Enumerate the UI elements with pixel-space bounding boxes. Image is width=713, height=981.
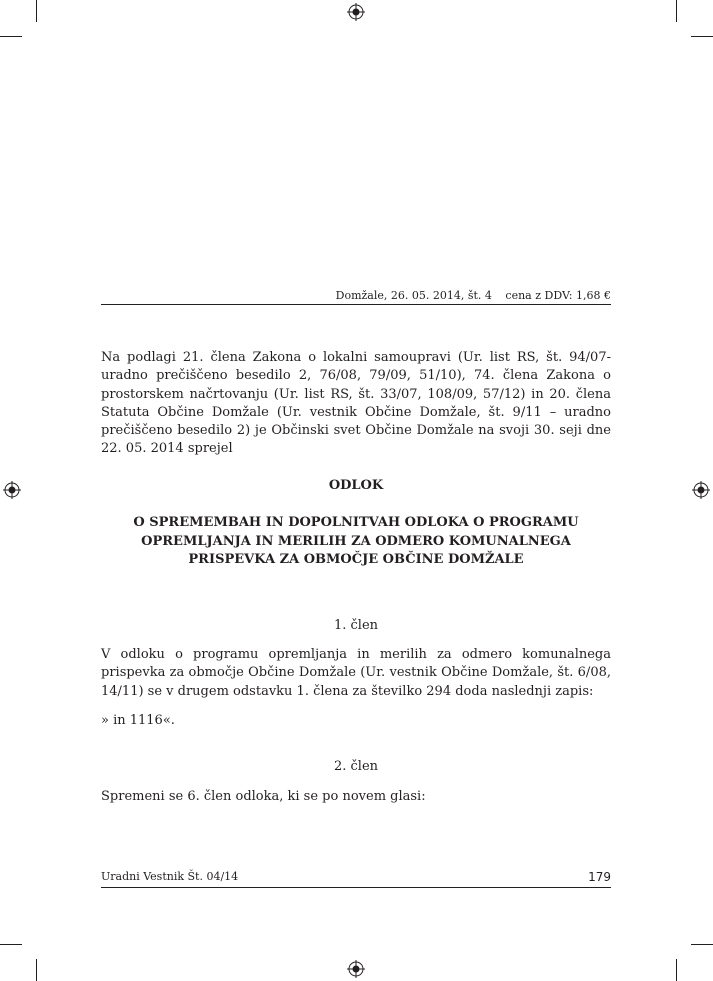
- crop-mark: [676, 0, 677, 22]
- page-number: 179: [588, 870, 611, 884]
- running-header: [101, 289, 611, 305]
- preamble: Na podlagi 21. člena Zakona o lokalni samoupravi (Ur. list RS, št. 94/07- uradno prečiščeno besedilo 2, 76/08, 79/09, 51/10), 74. člena Zakona o prostorskem načrtovanju (Ur. list RS, št. 33/07, 108/09, 57/12) in 20. člena Statuta Občine Domžale (Ur. vestnik Občine Domžale, št. 9/11 – uradno prečiščeno besedilo 2) je Občinski svet Občine Domžale na svoji 30. seji dne 22. 05. 2014 sprejel: [101, 350, 611, 457]
- article-heading: 2. člen: [333, 759, 379, 774]
- header-price: cena z DDV: 1,68 €: [505, 289, 611, 302]
- header-place-date: Domžale, 26. 05. 2014, št. 4: [335, 289, 492, 302]
- article-text: Spremeni se 6. člen odloka, ki se po novem glasi:: [101, 789, 426, 804]
- subtitle-line: O SPREMEMBAH IN DOPOLNITVAH ODLOKA O PROGRAMU: [133, 515, 579, 530]
- document-subtitle: [101, 514, 611, 570]
- registration-mark-icon: [3, 481, 21, 499]
- crop-mark: [676, 959, 677, 981]
- article-text: V odloku o programu opremljanja in merilih za odmero komunalnega prispevka za območje Občine Domžale (Ur. vestnik Občine Domžale, št. 6/08, 14/11) se v drugem odstavku 1. člena za številko 294 doda naslednji zapis:: [101, 647, 611, 699]
- registration-mark-icon: [347, 960, 365, 978]
- crop-mark: [691, 944, 713, 945]
- crop-mark: [36, 959, 37, 981]
- footer-publication: Uradni Vestnik Št. 04/14: [101, 870, 239, 883]
- crop-mark: [0, 36, 22, 37]
- subtitle-line: OPREMLJANJA IN MERILIH ZA ODMERO KOMUNALNEGA: [141, 533, 571, 549]
- crop-mark: [691, 36, 713, 37]
- article-heading: 1. člen: [333, 618, 379, 633]
- registration-mark-icon: [347, 3, 365, 21]
- article-addition: » in 1116«.: [101, 713, 175, 728]
- document-title: ODLOK: [328, 478, 384, 493]
- running-footer: [101, 868, 611, 888]
- crop-mark: [36, 0, 37, 22]
- subtitle-line: PRISPEVKA ZA OBMOČJE OBČINE DOMŽALE: [188, 552, 524, 567]
- registration-mark-icon: [692, 481, 710, 499]
- crop-mark: [0, 944, 22, 945]
